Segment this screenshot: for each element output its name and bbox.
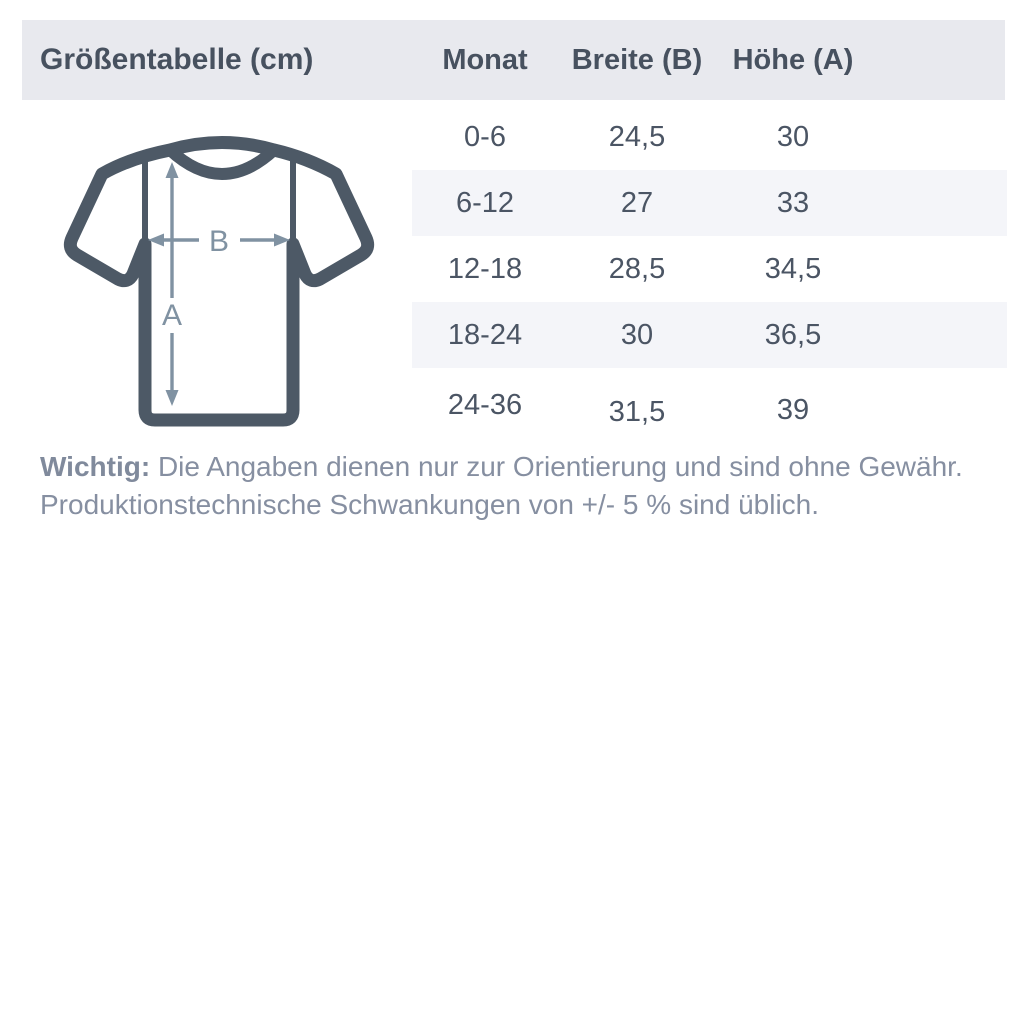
page-title: Größentabelle (cm) <box>40 43 314 76</box>
cell-hoehe: 33 <box>776 187 810 219</box>
table-row <box>412 302 1007 368</box>
table-row <box>412 368 1007 434</box>
tshirt-measurement-diagram <box>58 122 378 432</box>
tshirt-outline <box>70 143 367 421</box>
cell-breite: 28,5 <box>608 253 666 285</box>
cell-breite: 24,5 <box>608 121 666 153</box>
cell-breite: 31,5 <box>608 396 666 428</box>
table-row <box>412 170 1007 236</box>
cell-hoehe: 36,5 <box>764 319 822 351</box>
table-header-row <box>22 20 1005 100</box>
cell-monat: 6-12 <box>455 187 515 219</box>
table-row <box>412 104 1007 170</box>
disclaimer-note <box>40 448 990 524</box>
cell-hoehe: 30 <box>776 121 810 153</box>
cell-breite: 27 <box>620 187 654 219</box>
column-header-hoehe: Höhe (A) <box>732 44 854 76</box>
note-label: Wichtig: <box>40 451 151 482</box>
note-text-1: Die Angaben dienen nur zur Orientierung und sind ohne Gewähr. <box>157 451 963 482</box>
cell-breite: 30 <box>620 319 654 351</box>
cell-monat: 12-18 <box>447 253 523 285</box>
cell-monat: 18-24 <box>447 319 523 351</box>
cell-hoehe: 34,5 <box>764 253 822 285</box>
width-label: B <box>208 225 230 258</box>
column-header-monat: Monat <box>442 44 528 76</box>
table-row <box>412 236 1007 302</box>
note-line-2: Produktionstechnische Schwankungen von +/- 5 % sind üblich. <box>40 489 820 520</box>
cell-hoehe: 39 <box>776 394 810 426</box>
column-header-breite: Breite (B) <box>571 44 703 76</box>
note-line-1 <box>40 448 990 486</box>
cell-monat: 0-6 <box>464 121 506 153</box>
cell-monat: 24-36 <box>447 389 523 421</box>
height-label: A <box>161 299 183 332</box>
tshirt-icon <box>58 122 378 432</box>
